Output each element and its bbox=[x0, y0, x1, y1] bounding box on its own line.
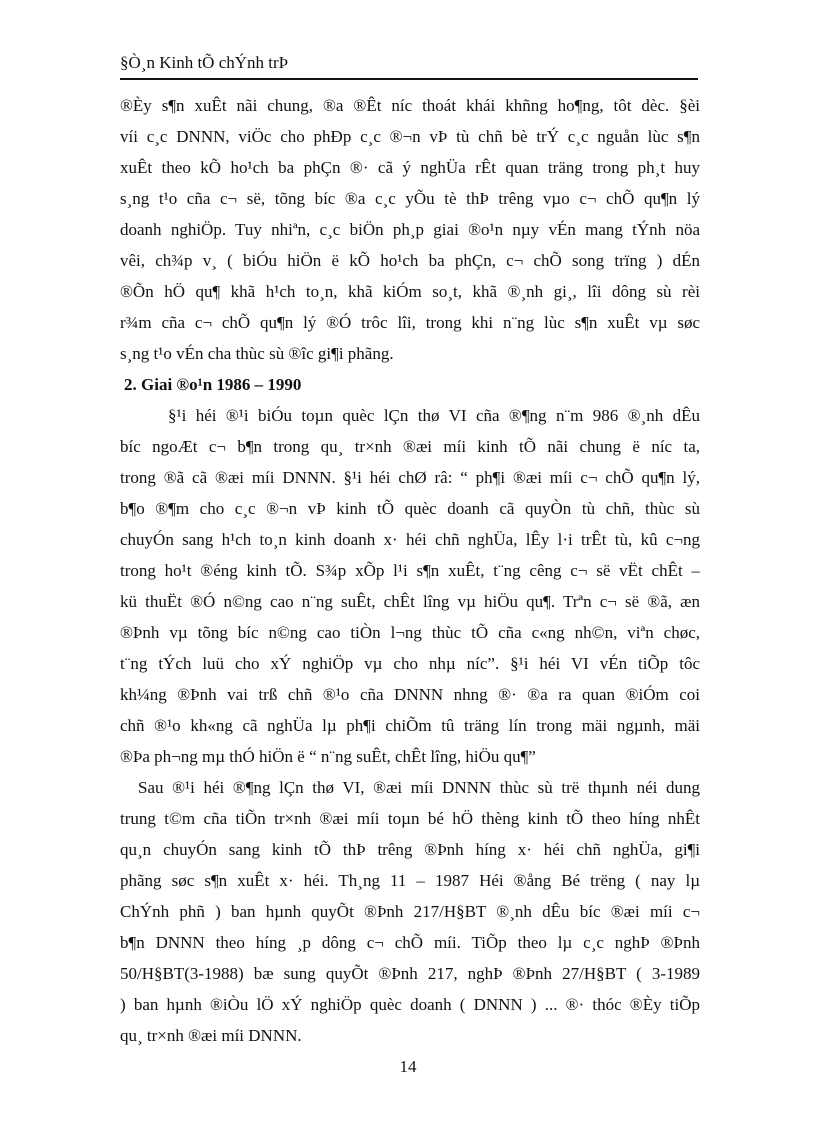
text-line: s¸ng t¹o vÉn cha thùc sù ®îc gi¶i phãng. bbox=[120, 344, 394, 363]
paragraph bbox=[120, 772, 700, 1051]
paragraph bbox=[120, 400, 700, 772]
text-line: ChÝnh phñ ) ban hµnh quyÕt ®Þnh 217/H§BT ®¸nh dÊu bíc ®æi míi c¬ bbox=[120, 902, 700, 921]
text-line: doanh nghiÖp. Tuy nhiªn, c¸c biÖn ph¸p giai ®o¹n nµy vÉn mang tÝnh nöa bbox=[120, 220, 700, 239]
text-line: t¨ng tÝch luü cho xÝ nghiÖp vµ cho nhµ níc”. §¹i héi VI vÉn tiÕp tôc bbox=[120, 654, 700, 673]
text-line: ) ban hµnh ®iÒu lÖ xÝ nghiÖp quèc doanh ( DNNN ) ... ®· thóc ®Èy tiÕp bbox=[120, 995, 700, 1014]
text-line: ®Þa ph¬ng mµ thÓ hiÖn ë “ n¨ng suÊt, chÊt lîng, hiÖu qu¶” bbox=[120, 747, 536, 766]
text-line: ®Õn hÖ qu¶ khã h¹ch to¸n, khã kiÓm so¸t, khã ®¸nh gi¸, lîi dông sù rèi bbox=[120, 282, 700, 301]
text-line: §¹i héi ®¹i biÓu toµn quèc lÇn thø VI cña ®¶ng n¨m 986 ®¸nh dÊu bbox=[168, 406, 700, 425]
body-text bbox=[120, 90, 700, 1051]
paragraph bbox=[120, 90, 700, 369]
text-line: víi c¸c DNNN, viÖc cho phÐp c¸c ®¬n vÞ tù chñ bè trÝ c¸c nguån lùc s¶n bbox=[120, 127, 700, 146]
text-line: b¶n DNNN theo híng ¸p dông c¬ chÕ míi. TiÕp theo lµ c¸c nghÞ ®Þnh bbox=[120, 933, 700, 952]
text-line: r¾m cña c¬ chÕ qu¶n lý ®Ó trôc lîi, trong khi n¨ng lùc s¶n xuÊt vµ søc bbox=[120, 313, 700, 332]
text-line: trung t©m cña tiÕn tr×nh ®æi míi toµn bé hÖ thèng kinh tÕ theo híng nhÊt bbox=[120, 809, 700, 828]
text-line: Sau ®¹i héi ®¶ng lÇn thø VI, ®æi míi DNNN thùc sù trë thµnh néi dung bbox=[138, 778, 700, 797]
text-line: xuÊt theo kÕ ho¹ch ba phÇn ®· cã ý nghÜa rÊt quan träng trong ph¸t huy bbox=[120, 158, 700, 177]
text-line: phãng søc s¶n xuÊt x· héi. Th¸ng 11 – 1987 Héi ®ång Bé trëng ( nay lµ bbox=[120, 871, 700, 890]
text-line: ®Èy s¶n xuÊt nãi chung, ®a ®Êt níc thoát khái khñng ho¶ng, tôt dèc. §èi bbox=[120, 96, 700, 115]
header-rule bbox=[120, 78, 698, 80]
text-line: 50/H§BT(3-1988) bæ sung quyÕt ®Þnh 217, nghÞ ®Þnh 27/H§BT ( 3-1989 bbox=[120, 964, 700, 983]
page-number: 14 bbox=[399, 1057, 417, 1076]
text-line: qu¸n chuyÓn sang kinh tÕ thÞ trêng ®Þnh híng x· héi chñ nghÜa, gi¶i bbox=[120, 840, 700, 859]
text-line: ®Þnh vµ tõng bíc n©ng cao tiÒn l¬ng thùc tÕ cña c«ng nh©n, viªn chøc, bbox=[120, 623, 700, 642]
text-line: qu¸ tr×nh ®æi míi DNNN. bbox=[120, 1026, 302, 1045]
text-line: trong ®ã cã ®æi míi DNNN. §¹i héi chØ râ: “ ph¶i ®æi míi c¬ chÕ qu¶n lý, bbox=[120, 468, 700, 487]
text-line: trong ho¹t ®éng kinh tÕ. S¾p xÕp l¹i s¶n xuÊt, t¨ng cêng c¬ së vËt chÊt – bbox=[120, 561, 700, 580]
text-line: kh¼ng ®Þnh vai trß chñ ®¹o cña DNNN nhng ®· ®a ra quan ®iÓm coi bbox=[120, 685, 700, 704]
text-line: bíc ngoÆt c¬ b¶n trong qu¸ tr×nh ®æi míi kinh tÕ nãi chung ë níc ta, bbox=[120, 437, 700, 456]
text-line: kü thuËt ®Ó n©ng cao n¨ng suÊt, chÊt lîng vµ hiÖu qu¶. Trªn c¬ së ®ã, æn bbox=[120, 592, 700, 611]
section-heading: 2. Giai ®o¹n 1986 – 1990 bbox=[124, 375, 302, 394]
text-line: chñ ®¹o kh«ng cã nghÜa lµ ph¶i chiÕm tû träng lín trong mäi ngµnh, mäi bbox=[120, 716, 700, 735]
text-line: b¶o ®¶m cho c¸c ®¬n vÞ kinh tÕ quèc doanh cã quyÒn tù chñ, thùc sù bbox=[120, 499, 700, 518]
text-line: chuyÓn sang h¹ch to¸n kinh doanh x· héi chñ nghÜa, lÊy l·i trÊt tù, kû c¬ng bbox=[120, 530, 700, 549]
running-header: §Ò¸n Kinh tÕ chÝnh trÞ bbox=[120, 53, 289, 72]
text-line: vêi, ch¾p v¸ ( biÓu hiÖn ë kÕ ho¹ch ba phÇn, c¬ chÕ song trïng ) dÉn bbox=[120, 251, 700, 270]
text-line: s¸ng t¹o cña c¬ së, tõng bíc ®a c¸c yÕu tè thÞ trêng vµo c¬ chÕ qu¶n lý bbox=[120, 189, 700, 208]
